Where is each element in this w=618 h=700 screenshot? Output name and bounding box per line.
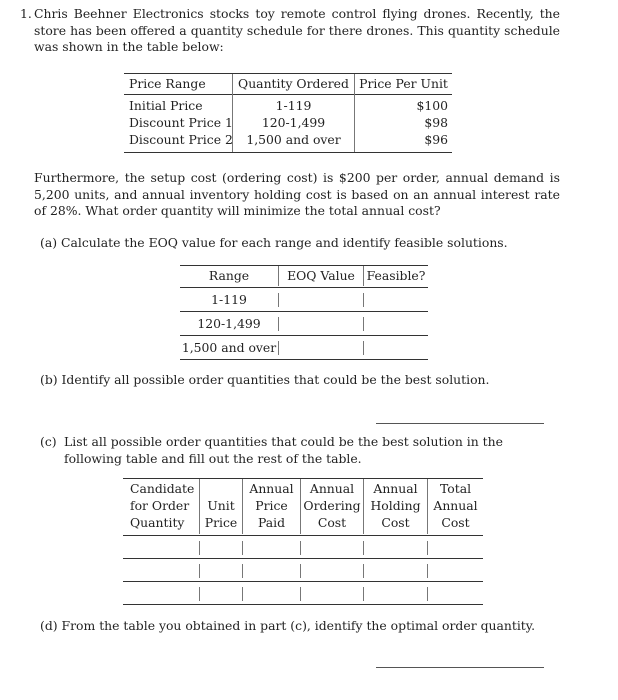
part-c-question <box>40 434 560 467</box>
table-cell: 120-1,499 <box>197 316 261 331</box>
table-cell: $100 <box>416 98 448 113</box>
problem-intro-text: Chris Beehner Electronics stocks toy remote control flying drones. Recently, the store has been offered a quantity schedule for there drones. This quantity schedule was shown in the table below: <box>34 6 560 54</box>
column-divider <box>300 541 301 555</box>
table-top-rule <box>180 265 428 266</box>
table-cell: Discount Price 2 <box>129 132 233 147</box>
table-header-rule <box>124 94 452 95</box>
table-cell: 1,500 and over <box>181 340 277 355</box>
column-divider <box>363 564 364 578</box>
header-annual-ordering-line1: Annual <box>309 481 355 496</box>
header-annual-price-line3: Paid <box>257 515 286 530</box>
column-divider <box>242 564 243 578</box>
header-unit-line1: Unit <box>207 498 235 513</box>
header-annual-holding-line2: Holding <box>370 498 421 513</box>
column-divider <box>278 341 279 355</box>
table-cell: Initial Price <box>129 98 203 113</box>
candidate-table <box>123 477 483 607</box>
table-cell: 1-119 <box>275 98 312 113</box>
column-divider <box>242 587 243 601</box>
table-header-rule <box>123 535 483 536</box>
column-divider <box>427 564 428 578</box>
column-divider <box>363 587 364 601</box>
table-cell: Discount Price 1 <box>129 115 233 130</box>
column-divider <box>199 587 200 601</box>
header-candidate-line2: for Order <box>130 498 190 513</box>
part-b-question: (b) Identify all possible order quantities that could be the best solution. <box>40 372 490 387</box>
part-a-question: (a) Calculate the EOQ value for each range and identify feasible solutions. <box>40 235 508 250</box>
problem-intro <box>20 6 560 56</box>
table-cell: $96 <box>424 132 448 147</box>
header-annual-price-line1: Annual <box>249 481 294 496</box>
table-bottom-rule <box>123 604 483 605</box>
header-quantity-ordered: Quantity Ordered <box>238 76 349 91</box>
table-bottom-rule <box>180 359 428 360</box>
part-d-question: (d) From the table you obtained in part (c), identify the optimal order quantity. <box>40 618 536 633</box>
column-divider <box>427 587 428 601</box>
table-header-rule <box>180 287 428 288</box>
header-candidate-line3: Quantity <box>130 515 185 530</box>
header-eoq-value: EOQ Value <box>287 268 355 283</box>
column-divider <box>427 541 428 555</box>
table-cell: 120-1,499 <box>261 115 326 130</box>
part-c-label: (c) <box>40 434 57 449</box>
header-annual-holding-line1: Annual <box>373 481 418 496</box>
header-unit-line2: Price <box>204 515 238 530</box>
problem-number: 1. <box>20 6 32 21</box>
header-price-range: Price Range <box>129 76 206 91</box>
header-annual-holding-line3: Cost <box>381 515 410 530</box>
column-divider <box>242 541 243 555</box>
column-divider <box>278 317 279 331</box>
header-annual-ordering-line3: Cost <box>317 515 347 530</box>
column-divider <box>363 341 364 355</box>
table-row-rule <box>180 335 428 336</box>
part-b-answer-line <box>376 423 544 424</box>
header-annual-price-line2: Price <box>255 498 288 513</box>
part-d-answer-line <box>376 667 544 668</box>
column-divider <box>300 564 301 578</box>
problem-followup: Furthermore, the setup cost (ordering cost) is $200 per order, annual demand is 5,200 units, and annual inventory holding cost is based on an annual interest rate of 28%. What order quantity will minimize the total annual cost? <box>34 170 560 218</box>
table-top-rule <box>124 73 452 74</box>
header-feasible: Feasible? <box>366 268 426 283</box>
column-divider <box>199 541 200 555</box>
column-divider <box>278 293 279 307</box>
table-cell: 1,500 and over <box>246 132 341 147</box>
table-bottom-rule <box>124 152 452 153</box>
table-row-rule <box>180 311 428 312</box>
header-total-annual-line3: Cost <box>441 515 470 530</box>
table-cell: $98 <box>424 115 448 130</box>
table-row-rule <box>123 558 483 559</box>
column-divider <box>363 293 364 307</box>
header-range: Range <box>208 268 250 283</box>
part-c-text: List all possible order quantities that could be the best solution in the following table and fill out the rest of the table. <box>64 434 503 466</box>
column-divider <box>363 541 364 555</box>
table-cell: 1-119 <box>211 292 247 307</box>
table-top-rule <box>123 478 483 479</box>
column-divider <box>199 564 200 578</box>
header-annual-ordering-line2: Ordering <box>303 498 361 513</box>
table-row-rule <box>123 581 483 582</box>
column-divider <box>363 317 364 331</box>
header-total-annual-line2: Annual <box>433 498 478 513</box>
eoq-table <box>180 264 428 362</box>
column-divider <box>300 587 301 601</box>
header-candidate-line1: Candidate <box>130 481 195 496</box>
price-schedule-table <box>124 72 452 156</box>
header-total-annual-line1: Total <box>439 481 472 496</box>
header-price-per-unit: Price Per Unit <box>359 76 448 91</box>
